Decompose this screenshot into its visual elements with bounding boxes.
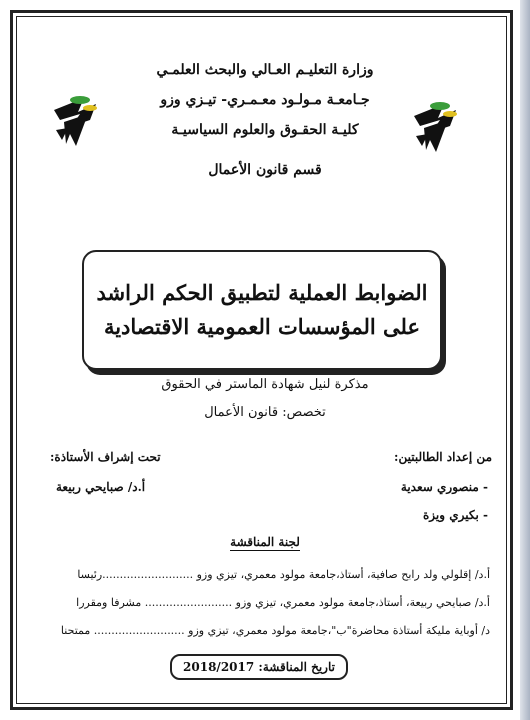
- authors-label: من إعداد الطالبتين:: [394, 450, 492, 464]
- committee-member: أ.د/ صبايحي ربيعة، أستاذ،جامعة مولود معمري، تيزي وزو ......................... مشرفا ومقررا: [76, 596, 490, 609]
- committee-member: د/ أوباية مليكة أستاذة محاضرة"ب"،جامعة مولود معمري، تيزي وزو .......................... ممتحنا: [60, 624, 490, 637]
- supervisor-name: أ.د/ صبايحي ربيعة: [56, 480, 146, 494]
- author-name: - بكيري ويزة: [423, 508, 488, 522]
- thesis-title-line-1: الضوابط العملية لتطبيق الحكم الراشد: [96, 280, 428, 305]
- defense-date: تاريخ المناقشة: 2018/2017: [170, 654, 348, 680]
- committee-title: لجنة المناقشة: [230, 535, 300, 549]
- author-name: - منصوري سعدية: [400, 480, 488, 494]
- thesis-subtitle: مذكرة لنيل شهادة الماستر في الحقوق: [161, 377, 369, 392]
- supervisor-label: تحت إشراف الأستاذة:: [50, 450, 161, 464]
- specialty: تخصص: قانون الأعمال: [204, 405, 326, 420]
- faculty-name: كليـة الحقـوق والعلوم السياسيـة: [171, 122, 359, 138]
- committee-member: أ.د/ إقلولي ولد رابح صافية، أستاذ،جامعة مولود معمري، تيزي وزو ..........................رئيسا: [77, 568, 490, 581]
- thesis-title-line-2: على المؤسسات العمومية الاقتصادية: [103, 314, 421, 339]
- university-name: جـامعـة مـولـود معـمـري- تيـزي وزو: [160, 92, 370, 108]
- thesis-title-box: [82, 250, 442, 370]
- ministry-name: وزارة التعليـم العـالي والبحث العلمـي: [156, 62, 374, 78]
- scrollbar-edge[interactable]: [520, 0, 530, 720]
- department-name: قسم قانون الأعمال: [208, 162, 322, 178]
